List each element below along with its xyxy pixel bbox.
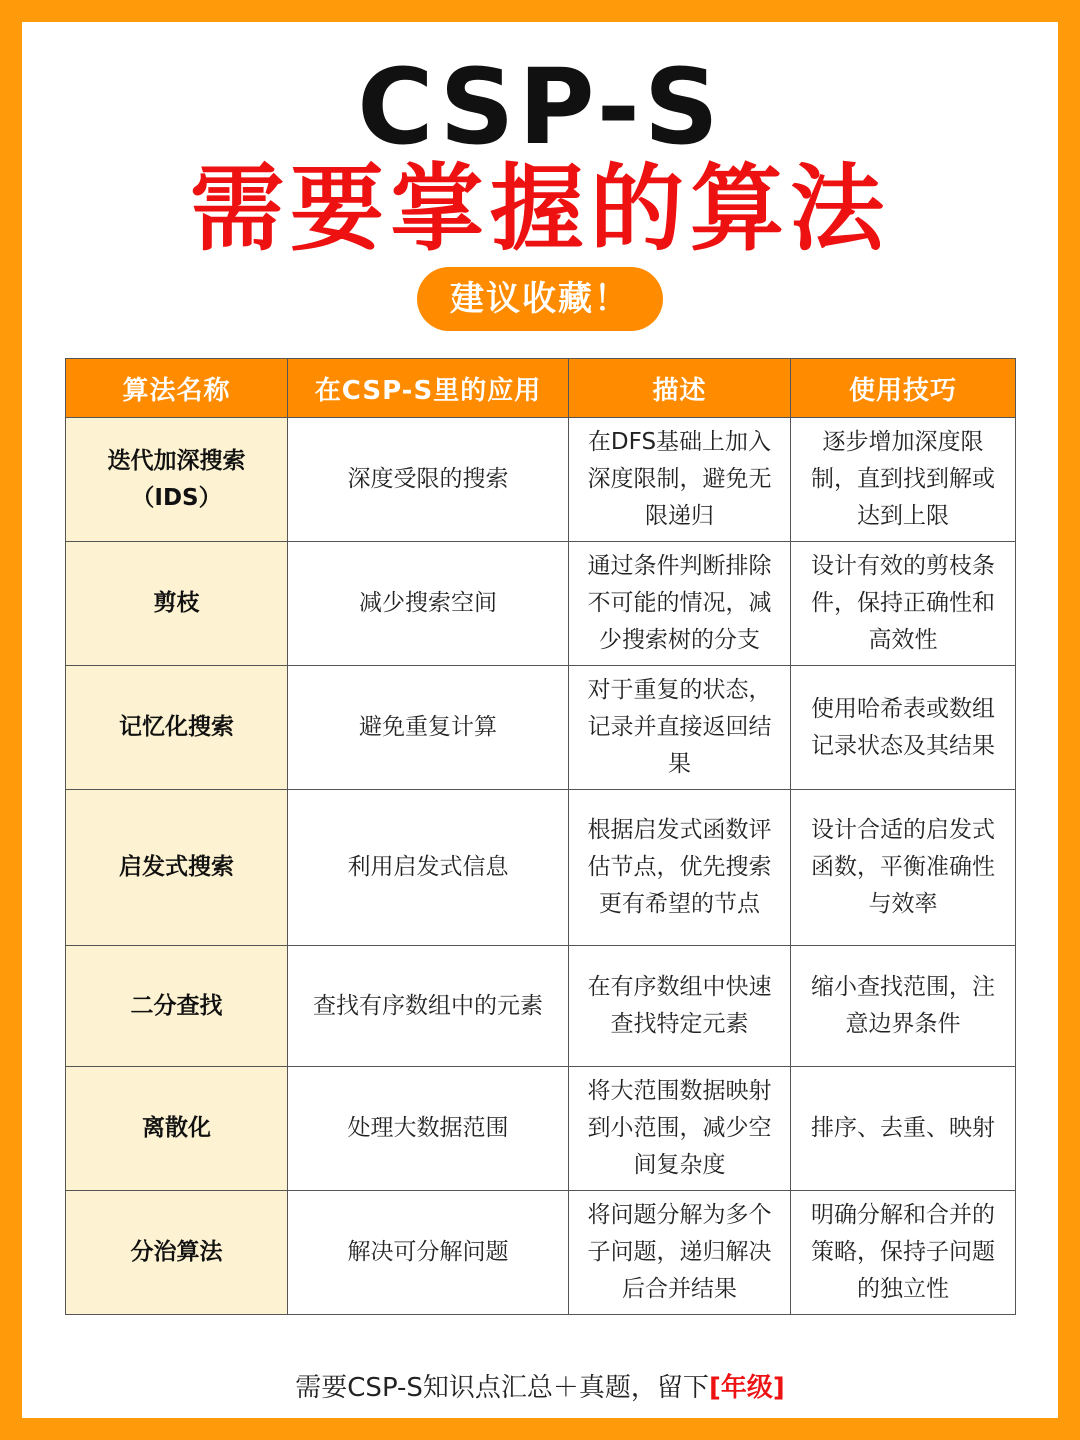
algorithm-name-cell: 启发式搜索 bbox=[66, 790, 288, 946]
tips-cell: 设计合适的启发式函数，平衡准确性与效率 bbox=[791, 790, 1016, 946]
algorithm-name-cell: 离散化 bbox=[66, 1067, 288, 1191]
table-row bbox=[66, 1067, 1016, 1191]
description-cell: 将问题分解为多个子问题，递归解决后合并结果 bbox=[569, 1191, 791, 1315]
footer-grade-highlight: [年级] bbox=[708, 1373, 785, 1403]
description-cell: 在DFS基础上加入深度限制，避免无限递归 bbox=[569, 418, 791, 542]
application-cell: 避免重复计算 bbox=[288, 666, 569, 790]
description-cell: 对于重复的状态，记录并直接返回结果 bbox=[569, 666, 791, 790]
tips-cell: 缩小查找范围，注意边界条件 bbox=[791, 946, 1016, 1067]
tips-cell: 设计有效的剪枝条件，保持正确性和高效性 bbox=[791, 542, 1016, 666]
application-cell: 查找有序数组中的元素 bbox=[288, 946, 569, 1067]
footer-text: 需要CSP-S知识点汇总＋真题，留下 bbox=[295, 1373, 709, 1403]
header-description: 描述 bbox=[569, 359, 791, 418]
description-cell: 在有序数组中快速查找特定元素 bbox=[569, 946, 791, 1067]
application-cell: 减少搜索空间 bbox=[288, 542, 569, 666]
algorithm-name-cell: 记忆化搜索 bbox=[66, 666, 288, 790]
table-row bbox=[66, 542, 1016, 666]
header-application: 在CSP-S里的应用 bbox=[288, 359, 569, 418]
table-row bbox=[66, 790, 1016, 946]
algorithm-name-cell: 二分查找 bbox=[66, 946, 288, 1067]
page-title: CSP-S bbox=[357, 46, 723, 168]
table-row bbox=[66, 946, 1016, 1067]
algorithm-name-cell: 迭代加深搜索（IDS） bbox=[66, 418, 288, 542]
tips-cell: 明确分解和合并的策略，保持子问题的独立性 bbox=[791, 1191, 1016, 1315]
application-cell: 处理大数据范围 bbox=[288, 1067, 569, 1191]
tips-cell: 排序、去重、映射 bbox=[791, 1067, 1016, 1191]
application-cell: 利用启发式信息 bbox=[288, 790, 569, 946]
application-cell: 解决可分解问题 bbox=[288, 1191, 569, 1315]
tips-cell: 逐步增加深度限制，直到找到解或达到上限 bbox=[791, 418, 1016, 542]
content-card bbox=[22, 22, 1058, 1418]
header-tips: 使用技巧 bbox=[791, 359, 1016, 418]
table-row bbox=[66, 1191, 1016, 1315]
table-row bbox=[66, 418, 1016, 542]
table-row bbox=[66, 666, 1016, 790]
footer-note bbox=[22, 1367, 1058, 1404]
bookmark-badge: 建议收藏！ bbox=[417, 267, 663, 331]
page-subtitle: 需要掌握的算法 bbox=[189, 155, 890, 264]
algorithm-name-cell: 剪枝 bbox=[66, 542, 288, 666]
application-cell: 深度受限的搜索 bbox=[288, 418, 569, 542]
description-cell: 通过条件判断排除不可能的情况，减少搜索树的分支 bbox=[569, 542, 791, 666]
description-cell: 将大范围数据映射到小范围，减少空间复杂度 bbox=[569, 1067, 791, 1191]
algorithm-name-cell: 分治算法 bbox=[66, 1191, 288, 1315]
description-cell: 根据启发式函数评估节点，优先搜索更有希望的节点 bbox=[569, 790, 791, 946]
algorithm-table bbox=[65, 358, 1016, 1315]
header-algorithm-name: 算法名称 bbox=[66, 359, 288, 418]
table-header-row bbox=[66, 359, 1016, 418]
tips-cell: 使用哈希表或数组记录状态及其结果 bbox=[791, 666, 1016, 790]
